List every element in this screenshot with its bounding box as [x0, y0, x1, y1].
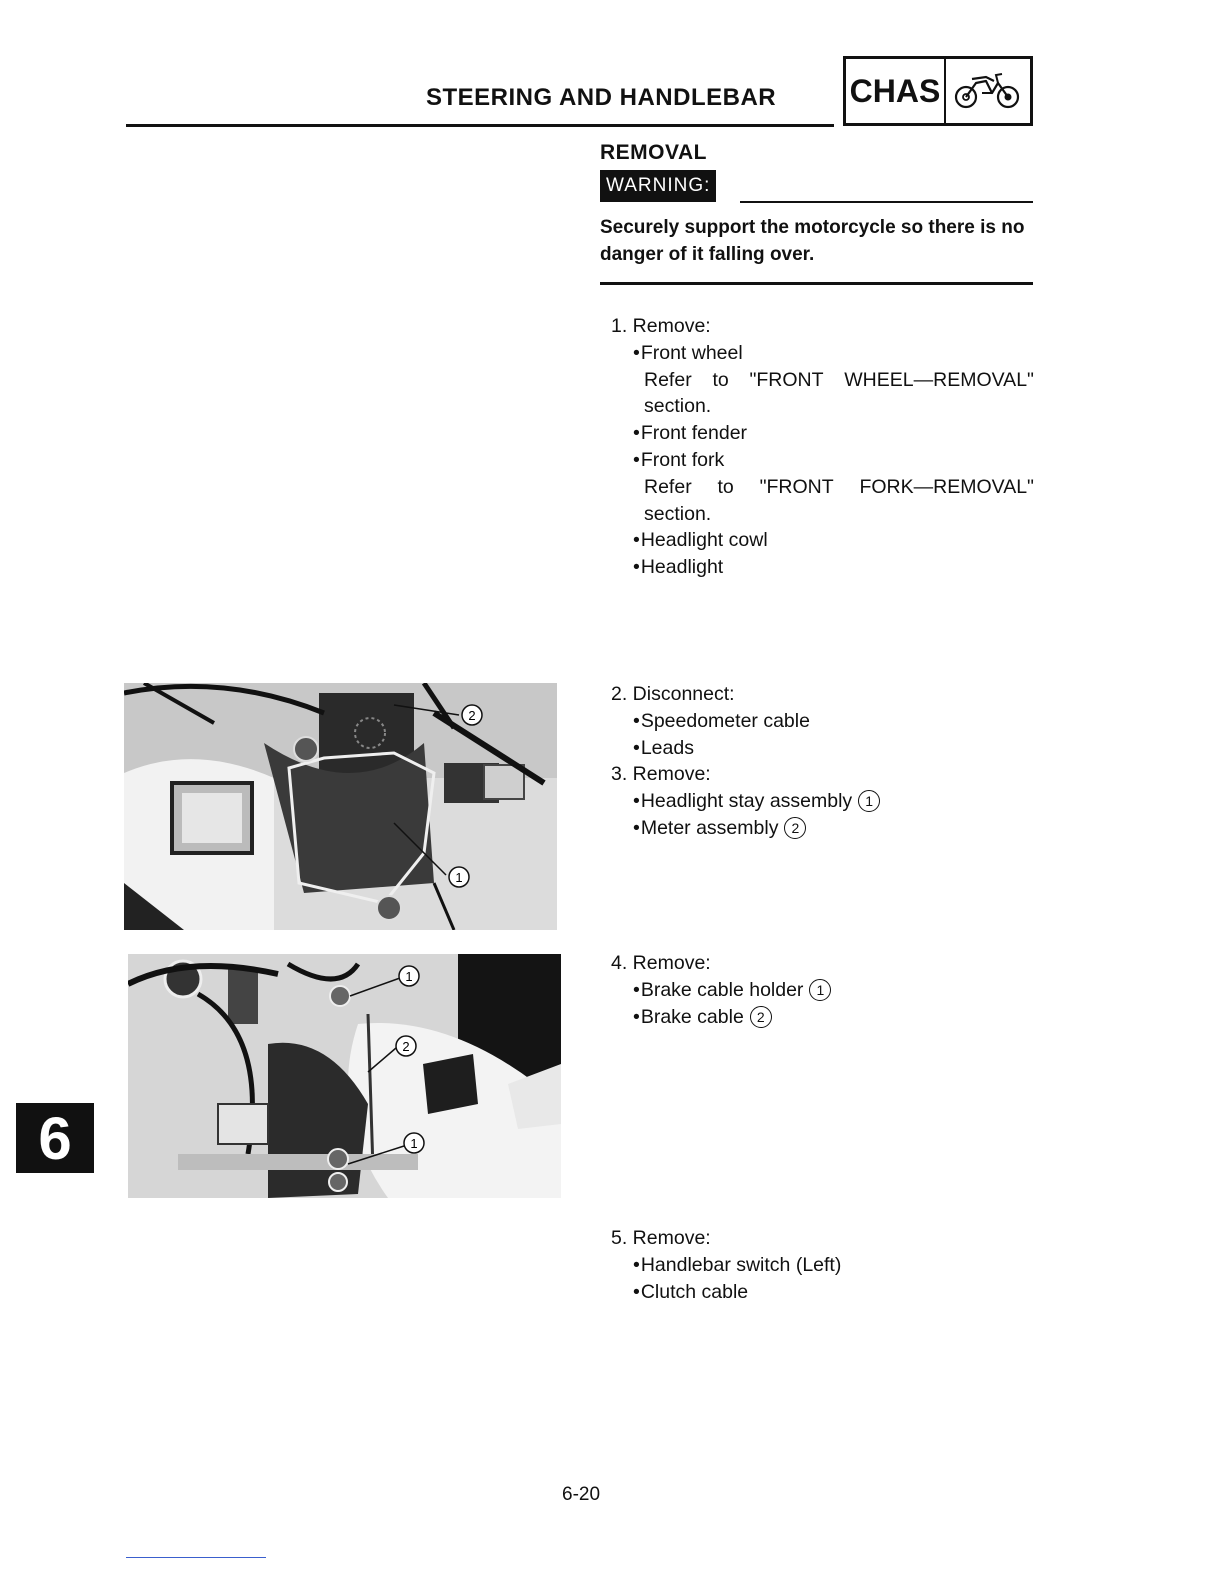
reference-note-section: section. [644, 395, 712, 418]
footer-line [126, 1557, 266, 1558]
section-badge [843, 56, 1033, 126]
reference-note: Refer to "FRONT WHEEL—REMOVAL" [644, 368, 1034, 391]
step-label: 3. Remove: [611, 763, 711, 786]
photo-callout-2: 2 [468, 708, 476, 723]
list-item: • Front fender [611, 420, 1051, 447]
chapter-tab: 6 [16, 1103, 94, 1173]
list-item: • Front fork [611, 447, 1051, 474]
photo-illustration [124, 683, 557, 930]
list-item: • Meter assembly 2 [611, 815, 1051, 842]
motorcycle-icon [952, 69, 1024, 113]
warning-text: Securely support the motorcycle so there is no danger of it falling over. [600, 217, 1025, 265]
callout-number: 2 [784, 817, 806, 839]
list-item: • Speedometer cable [611, 708, 1051, 735]
list-item: • Headlight [611, 554, 1051, 581]
photo-callout-1: 1 [410, 1136, 418, 1151]
photo-illustration [128, 954, 561, 1198]
reference-note-section: section. [644, 502, 712, 525]
page-title: STEERING AND HANDLEBAR [426, 84, 777, 111]
step-label: 2. Disconnect: [611, 683, 735, 705]
section-code: CHAS [846, 59, 946, 123]
callout-number: 2 [750, 1006, 772, 1028]
removal-heading: REMOVAL [600, 141, 707, 164]
step-1 [611, 313, 1051, 581]
step-5 [611, 1225, 1051, 1305]
list-item: • Brake cable 2 [611, 1004, 1051, 1031]
list-item: • Leads [611, 735, 1051, 762]
step-2-3 [611, 681, 1051, 842]
list-item: • Clutch cable [611, 1279, 1051, 1306]
callout-number: 1 [858, 790, 880, 812]
reference-note: Refer to "FRONT FORK—REMOVAL" [644, 475, 1034, 498]
step-label: 4. Remove: [611, 952, 711, 974]
photo-callout-1: 1 [405, 969, 413, 984]
photo-callout-1: 1 [455, 870, 463, 885]
page-number: 6-20 [562, 1484, 601, 1505]
list-item: • Front wheel [611, 340, 1051, 367]
step-label: 1. Remove: [611, 315, 711, 337]
list-item: • Headlight stay assembly 1 [611, 788, 1051, 815]
photo-brake-cable [128, 954, 561, 1198]
warning-bottom-rule [600, 282, 1033, 285]
photo-callout-2: 2 [402, 1039, 410, 1054]
header-rule [126, 124, 834, 127]
list-item: • Handlebar switch (Left) [611, 1252, 1051, 1279]
photo-headlight-meter [124, 683, 557, 930]
step-label: 5. Remove: [611, 1227, 711, 1249]
list-item: • Headlight cowl [611, 527, 1051, 554]
warning-rule [740, 201, 1033, 203]
warning-label: WARNING: [600, 170, 716, 202]
step-4 [611, 950, 1051, 1030]
list-item: • Brake cable holder 1 [611, 977, 1051, 1004]
callout-number: 1 [809, 979, 831, 1001]
